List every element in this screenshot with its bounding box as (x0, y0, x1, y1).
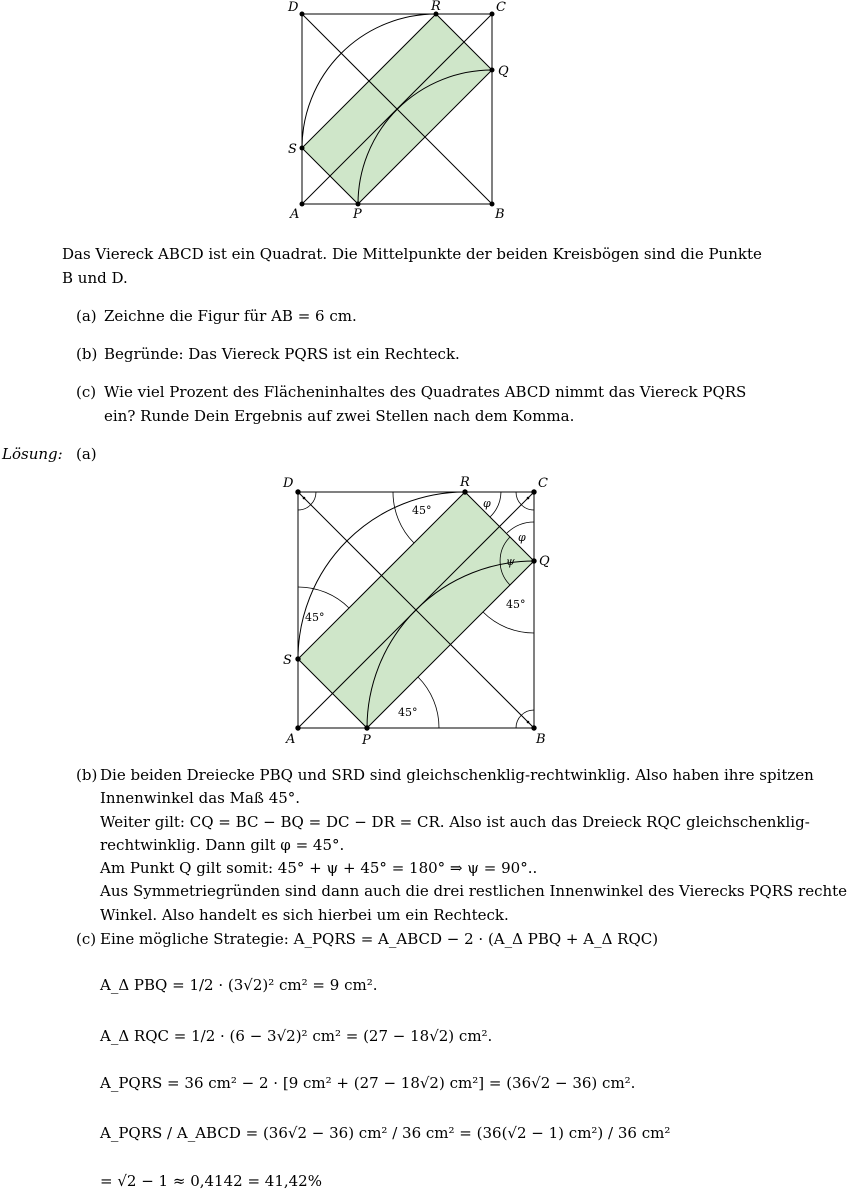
task-b-label: (b) (76, 345, 98, 363)
part-c-strategy: Eine mögliche Strategie: A_PQRS = A_ABCD − 2 · (A_Δ PBQ + A_Δ RQC) (100, 930, 659, 948)
sol-point-s (295, 656, 300, 661)
sol-point-q (531, 558, 536, 563)
dot-d (303, 497, 306, 500)
sol-point-c (531, 489, 536, 494)
part-b-line-4: rechtwinklig. Dann gilt φ = 45°. (100, 835, 345, 854)
part-b-label: (b) (76, 766, 98, 784)
sol-point-r (462, 489, 467, 494)
sol-label-b: B (536, 732, 546, 747)
solution-part-a-label: (a) (76, 445, 97, 463)
dot-c (527, 497, 530, 500)
part-b-line-2: Innenwinkel das Maß 45°. (100, 789, 301, 808)
sol-label-d: D (283, 476, 294, 491)
task-a-label: (a) (76, 307, 97, 325)
sol-label-a: A (286, 732, 296, 747)
point-c (490, 12, 495, 17)
equation-3: A_PQRS = 36 cm² − 2 · [9 cm² + (27 − 18√2) cm²] = (36√2 − 36) cm². (100, 1074, 636, 1092)
label-c: C (496, 0, 506, 15)
equation-5: = √2 − 1 ≈ 0,4142 = 41,42% (100, 1172, 322, 1190)
intro-line-1: Das Viereck ABCD ist ein Quadrat. Die Mittelpunkte der beiden Kreisbögen sind die Punkte (62, 245, 762, 263)
part-b-line-3: Weiter gilt: CQ = BC − BQ = DC − DR = CR. Also ist auch das Dreieck RQC gleichschenklig- (100, 812, 810, 831)
sol-label-p: P (362, 733, 371, 748)
task-c-line-2: ein? Runde Dein Ergebnis auf zwei Stellen nach dem Komma. (104, 407, 575, 425)
angle-label-psi: ψ (506, 555, 515, 568)
equation-4: A_PQRS / A_ABCD = (36√2 − 36) cm² / 36 cm² = (36(√2 − 1) cm²) / 36 cm² (100, 1124, 671, 1142)
angle-arc-phi-r (490, 492, 501, 517)
task-c-text (104, 380, 747, 428)
label-s: S (288, 142, 297, 157)
task-c-label: (c) (76, 383, 97, 401)
sol-point-d (295, 489, 300, 494)
solution-label: Lösung: (2, 445, 63, 463)
equation-1: A_Δ PBQ = 1/2 · (3√2)² cm² = 9 cm². (100, 976, 378, 994)
angle-label-p: 45° (398, 706, 418, 719)
label-r: R (431, 0, 441, 14)
point-a (300, 202, 305, 207)
angle-arc-s (298, 587, 349, 608)
sol-label-q: Q (539, 554, 550, 569)
label-a: A (290, 207, 300, 222)
sol-point-a (295, 725, 300, 730)
angle-label-phi-q: φ (518, 531, 526, 544)
part-c-label: (c) (76, 930, 97, 948)
dot-b (527, 721, 530, 724)
point-q (490, 68, 495, 73)
sol-label-r: R (460, 475, 470, 490)
task-a-text: Zeichne die Figur für AB = 6 cm. (104, 307, 357, 325)
point-b (490, 202, 495, 207)
label-q: Q (498, 64, 509, 79)
angle-arc-q (483, 612, 534, 633)
label-p: P (353, 207, 362, 222)
part-b-line-6: Aus Symmetriegründen sind dann auch die drei restlichen Innenwinkel des Vierecks PQRS rechte (100, 882, 847, 901)
top-figure (270, 0, 530, 222)
angle-label-r: 45° (412, 504, 432, 517)
part-b-line-7: Winkel. Also handelt es sich hierbei um ein Rechteck. (100, 905, 509, 924)
point-d (300, 12, 305, 17)
angle-label-q: 45° (506, 598, 526, 611)
task-b-text: Begründe: Das Viereck PQRS ist ein Rechteck. (104, 345, 460, 363)
sol-point-b (531, 725, 536, 730)
angle-label-phi-r: φ (483, 497, 491, 510)
angle-arc-r (393, 492, 414, 543)
intro-line-2: B und D. (62, 269, 128, 287)
intro-paragraph (62, 242, 762, 290)
task-c-line-1: Wie viel Prozent des Flächeninhaltes des Quadrates ABCD nimmt das Viereck PQRS (104, 383, 747, 401)
part-b-line-5: Am Punkt Q gilt somit: 45° + ψ + 45° = 180° ⇒ ψ = 90°.. (100, 859, 538, 878)
point-p (356, 202, 361, 207)
angle-arc-p (418, 677, 439, 728)
sol-label-c: C (538, 476, 548, 491)
solution-figure (270, 470, 560, 750)
point-s (300, 146, 305, 151)
part-b-text (100, 764, 847, 927)
label-d: D (288, 0, 299, 15)
part-b-line-1: Die beiden Dreiecke PBQ und SRD sind gleichschenklig-rechtwinklig. Also haben ihre spitzen (100, 766, 814, 784)
angle-label-s: 45° (305, 611, 325, 624)
label-b: B (495, 207, 505, 222)
sol-point-p (364, 725, 369, 730)
equation-2: A_Δ RQC = 1/2 · (6 − 3√2)² cm² = (27 − 18√2) cm². (100, 1027, 493, 1045)
sol-label-s: S (283, 653, 292, 668)
